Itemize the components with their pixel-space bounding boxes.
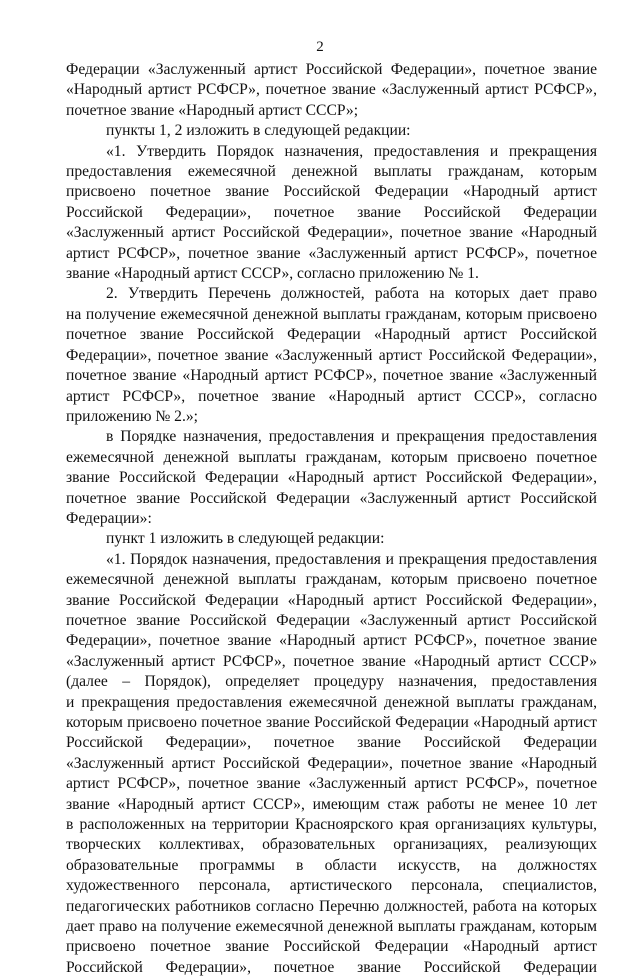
text-line: почетное звание «Народный артист СССР»;	[66, 101, 359, 119]
document-body	[66, 60, 597, 978]
text-line: в расположенных на территории Красноярского края организациях культуры,	[66, 816, 597, 834]
text-line: присвоено почетное звание Российской Федерации «Народный артист	[66, 183, 597, 201]
text-line: артист РСФСР», почетное звание «Народный артист СССР», согласно	[66, 387, 597, 405]
text-line: в Порядке назначения, предоставления и прекращения предоставления	[106, 428, 597, 446]
text-line: ежемесячной денежной выплаты гражданам, которым присвоено почетное	[66, 571, 597, 589]
text-line: ежемесячной денежной выплаты гражданам, которым присвоено почетное	[66, 448, 597, 466]
text-line: художественного персонала, артистического персонала, специалистов,	[66, 877, 597, 895]
text-line: «Заслуженный артист Российской Федерации», почетное звание «Народный	[66, 224, 597, 242]
text-line: почетное звание Российской Федерации «Заслуженный артист Российской	[66, 611, 597, 629]
text-line: предоставления ежемесячной денежной выплаты гражданам, которым	[66, 163, 597, 181]
text-line: звание Российской Федерации «Народный артист Российской Федерации»,	[66, 469, 597, 487]
text-line: дает право на получение ежемесячной денежной выплаты гражданам, которым	[66, 918, 597, 936]
text-line: творческих коллективах, образовательных организациях, реализующих	[66, 836, 597, 854]
text-line: присвоено почетное звание Российской Федерации «Народный артист	[66, 938, 597, 956]
text-line: Российской Федерации», почетное звание Российской Федерации	[66, 958, 597, 976]
text-line: и прекращения предоставления ежемесячной денежной выплаты гражданам,	[66, 693, 597, 711]
text-line: артист РСФСР», почетное звание «Заслуженный артист РСФСР», почетное	[66, 775, 597, 793]
text-line: Федерации»:	[66, 509, 152, 527]
text-line: почетное звание Российской Федерации «Народный артист Российской	[66, 326, 597, 344]
text-line: «1. Порядок назначения, предоставления и прекращения предоставления	[106, 550, 597, 568]
text-line: «Заслуженный артист РСФСР», почетное звание «Народный артист СССР»	[66, 652, 597, 670]
text-line: 2. Утвердить Перечень должностей, работа на которых дает право	[106, 285, 597, 303]
page-number: 2	[316, 39, 324, 55]
text-line: почетное звание Российской Федерации «Заслуженный артист Российской	[66, 489, 597, 507]
text-line: на получение ежемесячной денежной выплаты гражданам, которым присвоено	[66, 305, 597, 323]
text-line: «1. Утвердить Порядок назначения, предоставления и прекращения	[106, 142, 597, 160]
text-line: приложению № 2.»;	[66, 407, 199, 425]
text-line: Российской Федерации», почетное звание Российской Федерации	[66, 734, 597, 752]
text-line: «Народный артист РСФСР», почетное звание «Заслуженный артист РСФСР»,	[66, 81, 597, 99]
text-line: почетное звание «Народный артист РСФСР», почетное звание «Заслуженный	[66, 367, 597, 385]
text-line: пункты 1, 2 изложить в следующей редакции:	[106, 122, 411, 140]
text-line: звание «Народный артист СССР», имеющим стаж работы не менее 10 лет	[66, 795, 597, 813]
text-line: пункт 1 изложить в следующей редакции:	[106, 530, 385, 548]
text-line: артист РСФСР», почетное звание «Заслуженный артист РСФСР», почетное	[66, 244, 597, 262]
text-line: Федерации», почетное звание «Заслуженный артист Российской Федерации»,	[66, 346, 597, 364]
text-line: Российской Федерации», почетное звание Российской Федерации	[66, 203, 597, 221]
text-line: которым присвоено почетное звание Российской Федерации «Народный артист	[66, 714, 597, 731]
text-line: Федерации», почетное звание «Народный артист РСФСР», почетное звание	[66, 632, 597, 650]
text-line: «Заслуженный артист Российской Федерации», почетное звание «Народный	[66, 754, 597, 772]
text-line: (далее – Порядок), определяет процедуру назначения, предоставления	[66, 673, 597, 691]
text-line: звание Российской Федерации «Народный артист Российской Федерации»,	[66, 591, 597, 609]
text-line: звание «Народный артист СССР», согласно приложению № 1.	[66, 265, 479, 283]
text-line: образовательные программы в области искусств, на должностях	[66, 856, 597, 874]
text-line: Федерации «Заслуженный артист Российской Федерации», почетное звание	[66, 61, 597, 78]
text-line: педагогических работников согласно Перечню должностей, работа на которых	[66, 897, 597, 915]
